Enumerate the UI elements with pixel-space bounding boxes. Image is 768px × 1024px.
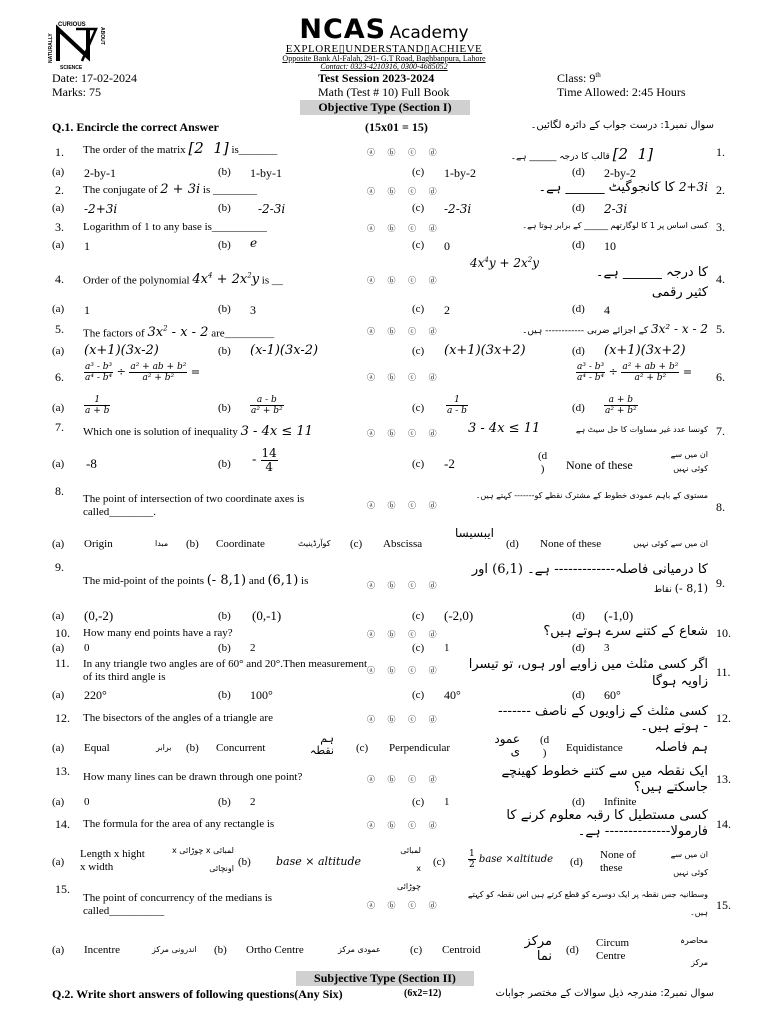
answer-bubbles[interactable]: ⓐ ⓑ ⓒ ⓓ: [367, 187, 442, 196]
option-letter-d: (d): [572, 689, 585, 701]
question-text: The conjugate of 2 + 3i is ________: [83, 182, 257, 197]
option-d-urdu: محاصرہ مرکز: [680, 936, 708, 967]
option-d-urdu: ان میں سے کوئی نہیں: [670, 450, 708, 473]
answer-bubbles[interactable]: ⓐ ⓑ ⓒ ⓓ: [367, 429, 442, 438]
question-urdu: کسی مثلث کے زاویوں کے ناصف -------- ہوتے ہیں۔: [498, 704, 708, 734]
session: Test Session 2023-2024: [318, 71, 435, 85]
option-letter-c: (c): [412, 642, 425, 654]
option-letter-d: (d): [506, 538, 519, 550]
option-c[interactable]: (-2,0): [444, 608, 474, 623]
q-number: 5.: [55, 322, 64, 336]
question-text: Logarithm of 1 to any base is__________: [83, 221, 267, 233]
contact: Contact: 0323-4210316, 0300-4685052: [320, 62, 448, 71]
option-letter-b: (b): [218, 796, 231, 808]
option-b[interactable]: $\frac{a - b}{\text{a² + b²}}$: [251, 395, 283, 416]
option-letter-c: (c): [412, 689, 425, 701]
option-d[interactable]: 4: [604, 303, 610, 317]
question-urdu: ایک نقطہ میں سے کتنے خطوط کھینچے جاسکتے ہیں؟: [501, 764, 708, 795]
option-c[interactable]: 1: [444, 642, 450, 654]
option-c[interactable]: Abscissa: [383, 538, 423, 550]
question-urdu: اگر کسی مثلث میں زاویے اور ہوں، تو تیسرا زاویہ ہوگا: [468, 657, 708, 689]
option-a[interactable]: 1: [84, 303, 90, 317]
option-c[interactable]: 0: [444, 239, 450, 253]
question-expression: $\frac{\text{a³ - b³}}{\text{a⁴ - b⁴}}$ ÷ $\frac{\text{a² + ab + b²}}{\text{a² + b²}}$ =: [85, 362, 201, 383]
q-number-right: 3.: [716, 220, 725, 234]
q-number: 7.: [55, 420, 64, 434]
q1-marks: (15x01 = 15): [365, 120, 428, 134]
option-a[interactable]: -8: [86, 456, 97, 471]
option-a[interactable]: (x+1)(3x-2): [84, 343, 159, 358]
option-a-urdu: اندرونی مرکز: [152, 945, 197, 954]
q-number: 4.: [55, 272, 64, 286]
q-number-right: 6.: [716, 370, 725, 384]
q-number: 1.: [55, 145, 64, 159]
option-letter-a: (a): [52, 689, 65, 701]
option-letter-b: (b): [218, 303, 231, 315]
option-letter-c: (c): [410, 944, 423, 956]
option-letter-a: (a): [52, 642, 65, 654]
option-letter-d: (d ): [540, 734, 550, 759]
q-number-right: 10.: [716, 626, 731, 640]
option-letter-b: (b): [218, 239, 231, 251]
option-letter-d: (d): [572, 610, 585, 622]
option-letter-d: (d): [572, 303, 585, 315]
option-letter-a: (a): [52, 345, 65, 357]
brand-suffix: Academy: [389, 23, 469, 43]
option-d[interactable]: 10: [604, 239, 616, 253]
answer-bubbles[interactable]: ⓐ ⓑ ⓒ ⓓ: [367, 666, 442, 675]
question-math-right: $4x^4y + 2x^2y$: [470, 256, 539, 270]
option-a-urdu: مبدا: [155, 539, 169, 548]
option-letter-b: (b): [218, 689, 231, 701]
option-d[interactable]: Infinite: [604, 796, 637, 808]
q-number: 12.: [55, 711, 70, 725]
question-urdu: 2+3i کا کانجوگیٹ ______ ہے۔: [538, 180, 708, 195]
option-letter-d: (d): [572, 402, 585, 414]
q-number-right: 4.: [716, 272, 725, 286]
option-letter-d: (d): [572, 202, 585, 214]
option-letter-a: (a): [52, 944, 65, 956]
option-letter-a: (a): [52, 303, 65, 315]
question-math-right: 3 - 4x ≤ 11: [468, 421, 541, 436]
question-text: Which one is solution of inequality 3 - 4x ≤ 11: [83, 424, 313, 439]
q-number: 3.: [55, 220, 64, 234]
svg-text:NATURALLY: NATURALLY: [48, 33, 54, 63]
q-number-right: 12.: [716, 711, 731, 725]
question-urdu-2: کثیر رقمی: [651, 285, 708, 300]
option-c[interactable]: -2: [444, 456, 455, 471]
question-urdu: کا درمیانی فاصلہ------------- ہے۔ (6,1) اور: [471, 562, 708, 577]
q-number-right: 11.: [716, 665, 731, 679]
date: Date: 17-02-2024: [52, 71, 137, 85]
option-b[interactable]: (x-1)(3x-2): [250, 343, 319, 358]
option-b[interactable]: Coordinate: [216, 538, 265, 550]
option-b[interactable]: (0,-1): [252, 608, 282, 623]
option-letter-d: (d): [572, 642, 585, 654]
option-letter-c: (c): [356, 742, 369, 754]
answer-bubbles[interactable]: ⓐ ⓑ ⓒ ⓓ: [367, 715, 442, 724]
option-letter-d: (d): [572, 239, 585, 251]
option-a[interactable]: 220°: [84, 688, 107, 702]
q-number-right: 9.: [716, 576, 725, 590]
option-c[interactable]: 1-by-2: [444, 166, 476, 180]
question-text: The mid-point of the points (- 8,1) and (6,1) is: [83, 573, 309, 588]
q1-heading: Q.1. Encircle the correct Answer: [52, 120, 219, 134]
q-number: 11.: [55, 656, 70, 670]
q1-heading-urdu: سوال نمبر1: درست جواب کے دائرہ لگائیں۔: [530, 120, 714, 131]
option-letter-c: (c): [412, 402, 425, 414]
option-letter-c: (c): [412, 610, 425, 622]
q-number: 6.: [55, 370, 64, 384]
option-letter-a: (a): [52, 538, 65, 550]
option-a[interactable]: 1: [84, 239, 90, 253]
option-d[interactable]: Circum Centre: [596, 937, 629, 962]
option-d[interactable]: None of these: [540, 538, 602, 550]
q-number: 15.: [55, 882, 70, 896]
option-c[interactable]: 40°: [444, 688, 461, 702]
svg-text:CURIOUS: CURIOUS: [58, 22, 86, 28]
option-letter-a: (a): [52, 458, 65, 470]
question-text: The order of the matrix [2 1] is_______: [83, 139, 278, 157]
answer-bubbles[interactable]: ⓐ ⓑ ⓒ ⓓ: [367, 224, 442, 233]
option-c[interactable]: $\frac{1}{2}$ base ×altitude: [469, 849, 554, 870]
option-a[interactable]: Length x hight x width: [80, 848, 145, 873]
option-letter-d: (d): [572, 345, 585, 357]
question-urdu: [2 1] قالب کا درجہ ______ ہے۔: [510, 145, 653, 163]
q-number-right: 14.: [716, 817, 731, 831]
option-d[interactable]: (-1,0): [604, 608, 634, 623]
option-c[interactable]: $\frac{1}{a - b}$: [447, 395, 467, 416]
option-letter-c: (c): [412, 166, 425, 178]
svg-text:SCIENCE: SCIENCE: [60, 65, 83, 71]
option-b[interactable]: base × altitude: [276, 855, 362, 868]
brand-name: NCAS: [299, 14, 387, 45]
option-letter-b: (b): [218, 610, 231, 622]
option-b[interactable]: 3: [250, 303, 256, 317]
q-number-right: 5.: [716, 322, 725, 336]
option-letter-a: (a): [52, 742, 65, 754]
answer-bubbles[interactable]: ⓐ ⓑ ⓒ ⓓ: [367, 630, 442, 639]
q-number: 8.: [55, 484, 64, 498]
answer-bubbles[interactable]: ⓐ ⓑ ⓒ ⓓ: [367, 821, 442, 830]
question-text: In any triangle two angles are of 60° and 20°.Then measurement of its third angle is: [83, 658, 368, 683]
option-letter-c: (c): [412, 202, 425, 214]
class: Class: 9th: [557, 71, 601, 85]
option-a[interactable]: 2-by-1: [84, 166, 116, 180]
question-urdu: مستوی کے باہم عمودی خطوط کے مشترک نقطے کو------- کہتے ہیں۔: [475, 491, 708, 500]
option-letter-b: (b): [218, 642, 231, 654]
q-number-right: 8.: [716, 500, 725, 514]
option-a[interactable]: Origin: [84, 538, 113, 550]
answer-bubbles[interactable]: ⓐ ⓑ ⓒ ⓓ: [367, 775, 442, 784]
option-d[interactable]: Equidistance: [566, 742, 623, 754]
question-urdu: شعاع کے کتنے سرے ہوتے ہیں؟: [543, 624, 708, 639]
option-letter-b: (b): [218, 345, 231, 357]
marks: Marks: 75: [52, 85, 101, 99]
q-number-right: 7.: [716, 424, 725, 438]
option-letter-b: (b): [218, 202, 231, 214]
question-text: How many lines can be drawn through one point?: [83, 771, 303, 783]
option-letter-c: (c): [412, 345, 425, 357]
option-letter-d: (d): [572, 166, 585, 178]
option-b[interactable]: 2: [250, 642, 256, 654]
option-letter-c: (c): [412, 303, 425, 315]
option-c[interactable]: (x+1)(3x+2): [444, 343, 526, 358]
option-letter-a: (a): [52, 610, 65, 622]
option-letter-d: (d): [570, 856, 583, 868]
option-letter-c: (c): [433, 856, 446, 868]
option-b-urdu: ہم نقطہ: [309, 732, 334, 757]
option-b[interactable]: 100°: [250, 688, 273, 702]
option-letter-c: (c): [412, 239, 425, 251]
option-b[interactable]: -2-3i: [258, 202, 286, 216]
option-b[interactable]: Concurrent: [216, 742, 266, 754]
option-letter-a: (a): [52, 166, 65, 178]
option-letter-a: (a): [52, 402, 65, 414]
q-number-right: 1.: [716, 145, 725, 159]
option-a-urdu: لمبائی x چوڑائی x اونچائی: [172, 846, 234, 873]
option-letter-b: (b): [218, 458, 231, 470]
question-text: Order of the polynomial $4x^4 + 2x^2y$ is __: [83, 272, 283, 288]
question-text: The point of intersection of two coordinate axes is called________.: [83, 493, 305, 518]
option-letter-c: (c): [412, 796, 425, 808]
option-letter-c: (c): [412, 458, 425, 470]
question-urdu: وسطانیہ جس نقطہ پر ایک دوسرے کو قطع کرتے ہیں اس نقطہ کو کہتے ہیں۔: [467, 890, 708, 917]
question-urdu: کسی مستطیل کا رقبہ معلوم کرنے کا فارمولا-------------- ہے۔: [506, 808, 708, 839]
option-d[interactable]: 2-3i: [604, 202, 628, 216]
option-c[interactable]: 1: [444, 796, 450, 808]
option-d[interactable]: 2-by-2: [604, 166, 636, 180]
answer-bubbles[interactable]: ⓐ ⓑ ⓒ ⓓ: [367, 148, 442, 157]
q2-heading: Q.2. Write short answers of following questions(Any Six): [52, 987, 343, 1001]
section1-title: Objective Type (Section I): [300, 100, 470, 115]
question-text: The bisectors of the angles of a triangle are: [83, 712, 273, 724]
question-text: The factors of $3x^2$ - x - 2 are_________: [83, 325, 275, 341]
section2-title: Subjective Type (Section II): [296, 971, 474, 986]
answer-bubbles[interactable]: ⓐ ⓑ ⓒ ⓓ: [367, 581, 442, 590]
option-b[interactable]: Ortho Centre: [246, 944, 304, 956]
answer-bubbles[interactable]: ⓐ ⓑ ⓒ ⓓ: [367, 327, 442, 336]
option-a[interactable]: Incentre: [84, 944, 121, 956]
q-number-right: 13.: [716, 772, 731, 786]
option-a[interactable]: 0: [84, 642, 90, 654]
brand-title: [0, 14, 768, 45]
answer-bubbles[interactable]: ⓐ ⓑ ⓒ ⓓ: [367, 276, 442, 285]
option-b[interactable]: - $\frac{14}{4}$: [252, 446, 277, 474]
option-c-urdu: ایبسیسا: [455, 526, 494, 540]
answer-bubbles[interactable]: ⓐ ⓑ ⓒ ⓓ: [367, 501, 442, 510]
option-letter-a: (a): [52, 856, 65, 868]
option-letter-b: (b): [214, 944, 227, 956]
question-text: How many end points have a ray?: [83, 627, 233, 639]
option-c-urdu: مرکز نما: [524, 934, 552, 964]
option-a[interactable]: (0,-2): [84, 608, 114, 623]
option-c-urdu: عمود ی: [494, 732, 520, 758]
option-letter-b: (b): [186, 742, 199, 754]
q-number-right: 2.: [716, 183, 725, 197]
question-text: The point of concurrency of the medians is called__________: [83, 892, 273, 917]
q-number: 10.: [55, 626, 70, 640]
option-d[interactable]: 60°: [604, 688, 621, 702]
option-d-urdu: ان میں سے کوئی نہیں: [670, 850, 708, 877]
answer-bubbles[interactable]: ⓐ ⓑ ⓒ ⓓ: [367, 901, 442, 910]
option-b-urdu: عمودی مرکز: [338, 945, 381, 954]
option-a[interactable]: -2+3i: [84, 202, 118, 216]
option-d[interactable]: $\frac{a + b}{\text{a² + b²}}$: [605, 395, 637, 416]
option-letter-a: (a): [52, 796, 65, 808]
option-d-urdu: ان میں سے کوئی نہیں: [633, 539, 708, 548]
option-letter-d: (d): [572, 796, 585, 808]
option-d[interactable]: None of these: [566, 458, 633, 472]
option-a-urdu: برابر: [156, 743, 172, 752]
option-a[interactable]: Equal: [84, 742, 110, 754]
q2-marks: (6x2=12): [404, 988, 442, 999]
question-text: The formula for the area of any rectangle is: [83, 818, 275, 830]
time-allowed: Time Allowed: 2:45 Hours: [557, 85, 686, 99]
option-letter-a: (a): [52, 202, 65, 214]
option-a[interactable]: 0: [84, 796, 90, 808]
question-expression-right: $\frac{\text{a³ - b³}}{\text{a⁴ - b⁴}}$ ÷ $\frac{\text{a² + ab + b²}}{\text{a² + b²}}$ =: [577, 362, 693, 383]
option-b-urdu: کوآرڈینیٹ: [298, 539, 331, 548]
option-c[interactable]: 2: [444, 303, 450, 317]
answer-bubbles[interactable]: ⓐ ⓑ ⓒ ⓓ: [367, 373, 442, 382]
option-d-urdu: ہم فاصلہ: [654, 740, 708, 755]
q-number: 13.: [55, 764, 70, 778]
option-b-urdu: لمبائی x چوڑائی: [396, 846, 421, 891]
option-b[interactable]: 2: [250, 796, 256, 808]
q-number: 14.: [55, 817, 70, 831]
subject: Math (Test # 10) Full Book: [318, 85, 450, 99]
option-letter-b: (b): [238, 856, 251, 868]
option-b[interactable]: 1-by-1: [250, 166, 282, 180]
option-c[interactable]: Centroid: [442, 944, 481, 956]
question-urdu: 3x² - x - 2 کے اجزائے ضربی ------------ ہیں۔: [522, 322, 708, 336]
q-number: 9.: [55, 560, 64, 574]
svg-text:ABOUT: ABOUT: [99, 27, 105, 45]
address: Opposite Bank Al-Falah, 291- G.T Road, Baghbanpura, Lahore: [282, 54, 486, 63]
question-urdu-2: (- 8,1) نقاط: [653, 582, 708, 595]
option-letter-b: (b): [218, 402, 231, 414]
option-c[interactable]: -2-3i: [444, 202, 472, 216]
option-letter-b: (b): [186, 538, 199, 550]
option-d[interactable]: (x+1)(3x+2): [604, 343, 686, 358]
option-letter-b: (b): [218, 166, 231, 178]
option-letter-d: (d ): [538, 450, 548, 475]
option-letter-d: (d): [566, 944, 579, 956]
option-d[interactable]: None of these: [600, 849, 636, 874]
q2-heading-urdu: سوال نمبر2: مندرجہ ذیل سوالات کے مختصر جوابات: [495, 988, 714, 999]
option-a[interactable]: $\frac{1}{a + b}$: [85, 395, 110, 416]
option-b[interactable]: e: [250, 236, 258, 250]
q-number: 2.: [55, 183, 64, 197]
question-urdu: کسی اساس پر 1 کا لوگارتھم ______ کے برابر ہوتا ہے۔: [522, 221, 708, 230]
option-letter-a: (a): [52, 239, 65, 251]
option-d[interactable]: 3: [604, 642, 610, 654]
question-urdu: کونسا عدد غیر مساوات کا حل سیٹ ہے: [575, 425, 708, 434]
question-urdu: کا درجہ ______ ہے۔: [595, 265, 708, 280]
tagline: EXPLORE▯UNDERSTAND▯ACHIEVE: [285, 43, 483, 55]
option-c[interactable]: Perpendicular: [389, 742, 451, 754]
q-number-right: 15.: [716, 898, 731, 912]
option-letter-c: (c): [350, 538, 363, 550]
